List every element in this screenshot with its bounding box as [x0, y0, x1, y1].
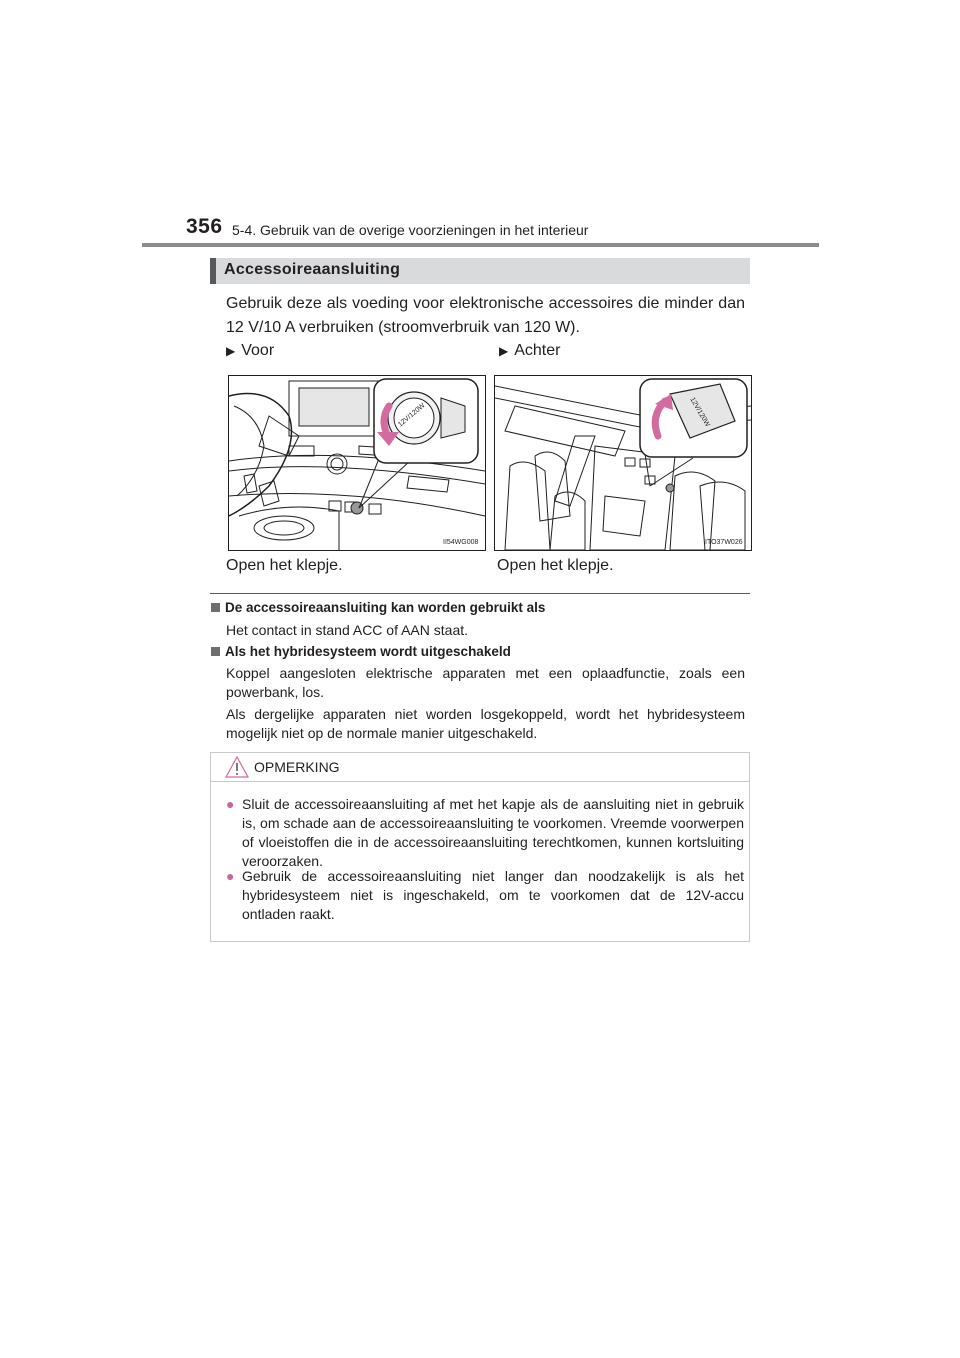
figure-caption-rear: Open het klepje. — [497, 557, 614, 574]
figure-label-text: Achter — [514, 342, 561, 359]
bullet-dot-icon: ● — [226, 868, 235, 884]
intro-paragraph: Gebruik deze als voeding voor elektronische accessoires die minder dan 12 V/10 A verbruiken (stroomverbruik van 120 W). — [226, 295, 745, 336]
header-rule — [142, 243, 819, 247]
section-bar-accent — [210, 258, 216, 284]
figure-code: II54WG008 — [443, 539, 479, 546]
notice-header — [211, 753, 749, 782]
socket-rating-text: 12V/120W — [396, 402, 427, 429]
socket-rating-text: 12V/120W — [688, 396, 711, 429]
figure-label-text: Voor — [241, 342, 275, 359]
front-console-illustration — [229, 376, 485, 550]
notice-item: ● Gebruik de accessoireaansluiting niet langer dan noodzakelijk is als het hybridesysteem niet is ingeschakeld, om te voorkomen dat de 12V-accu ontladen raakt. — [226, 868, 744, 922]
square-bullet-icon — [211, 603, 220, 612]
figure-code: ITO37W026 — [705, 539, 743, 546]
subsection-paragraph: Het contact in stand ACC of AAN staat. — [226, 622, 469, 638]
section-title: Accessoireaansluiting — [224, 261, 401, 278]
page-number: 356 — [186, 215, 223, 238]
figure-caption-front: Open het klepje. — [226, 557, 343, 574]
section-title-bar — [210, 258, 750, 284]
notice-box — [210, 752, 750, 942]
subsection-heading: Als het hybridesysteem wordt uitgeschakeld — [211, 644, 511, 659]
figure-label-rear — [499, 342, 560, 360]
figure-front-console — [228, 375, 486, 551]
bullet-dot-icon: ● — [226, 796, 235, 812]
rear-console-illustration — [495, 376, 751, 550]
figure-label-front — [226, 342, 274, 360]
square-bullet-icon — [211, 647, 220, 656]
subsection-heading: De accessoireaansluiting kan worden gebruikt als — [211, 600, 545, 615]
subsection-paragraph: Als dergelijke apparaten niet worden losgekoppeld, wordt het hybridesysteem mogelijk niet op de normale manier uitgeschakeld. — [226, 706, 745, 741]
triangle-right-icon: ▶ — [499, 344, 509, 358]
notice-item: ● Sluit de accessoireaansluiting af met het kapje als de aansluiting niet in gebruik is, om schade aan de accessoireaansluiting te voorkomen. Vreemde voorwerpen of vloeistoffen die in de accessoireaansluiting terechtkomen, kunnen kortsluiting veroorzaken. — [226, 796, 744, 869]
subsection-paragraph: Koppel aangesloten elektrische apparaten met een oplaadfunctie, zoals een powerbank, los. — [226, 665, 745, 700]
section-rule — [210, 593, 750, 594]
triangle-right-icon: ▶ — [226, 344, 236, 358]
notice-title: OPMERKING — [254, 759, 340, 775]
running-head: 5-4. Gebruik van de overige voorzieningen in het interieur — [232, 222, 589, 238]
warning-triangle-icon — [225, 756, 249, 778]
figure-rear-console — [494, 375, 752, 551]
